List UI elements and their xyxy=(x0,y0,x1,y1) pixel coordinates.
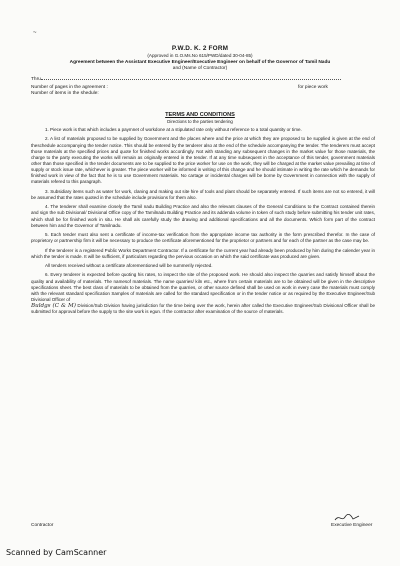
approval-line: (Approved in G.O.Ms.No 615/PWD/dated 30-04-85) xyxy=(147,53,253,58)
corner-mark: ~ xyxy=(33,30,37,36)
terms-subtitle: Directions to the parties tendering xyxy=(167,119,233,124)
pages-label: Number of pages in the agreement : xyxy=(31,85,108,90)
handwritten-division: Buldgs (C & M) xyxy=(31,303,76,310)
contractor-name-line: and (Name of Contractor) xyxy=(172,66,228,71)
piece-work-field xyxy=(298,85,328,90)
items-label: Number of items in the shedule: xyxy=(31,91,99,96)
executive-engineer-signature-label: Executive Engineer xyxy=(331,523,373,528)
items-field xyxy=(31,91,99,96)
terms-clauses xyxy=(31,127,375,319)
clause-6: 6. Every tenderer is expected before quoting his rates, to inspect the site of the proposed work. He should also inspect the quarries and satisfy himself about the quality and availability of materials. The namesof materials. The name quarries/ kiln etc., where from certain materials are to be obtained will be given in the descriptive specifications sheet. The best class of materials to be obtained from the quarries, or other source defined shall be used on work in every case the materials must comply with the relevant standard specification Samples of materials are called for the standard specification or in the tender notice or as required by the Executive Engineer/Sub Divisional Officer of xyxy=(31,272,375,303)
signature-scrawl xyxy=(333,513,361,523)
contractor-signature-label: Contractor xyxy=(31,523,54,528)
thru-field xyxy=(31,77,341,82)
clause-5-note: If the tenderer is a registered Public Works Department Contractor. If a certificate for the current year had already been produced by him during the calender year in which the tender is made. It will be sufficient, if particulars regarding the pervious occasion on which the said certificate was produced are given. xyxy=(31,247,375,259)
pages-field xyxy=(31,85,108,90)
clause-4: 4. The tenderer shall examine closely the Tamil nadu Building Practice and also the relevant clauses of the General Conditions to the Contract contained therein and sign the sub Divisional/ Divisional Office copy of the Tamilnadu Building Practice and its addenda volume in token of such study before submitting his tender unit rates, which shall be for finished work in situ. He shall als carefully study the drawing and additional specifications and all the documents. Which form part of the contract between him and the Governor of Tamilnadu. xyxy=(31,204,375,228)
form-title: P.W.D. K. 2 FORM xyxy=(171,45,229,52)
clause-1: 1. Piece work is that which includes a paymnet of workdone at a stipulated rate only without reference to a total quantity or time. xyxy=(45,127,302,132)
clause-2: 2. A list of materials proposed to be supplied by Government and the places where and the price at which they are proposed to be supplied is given at the end of theschedule accompanying the tender notice. This should be entered by the tenderer also at the end of the schedule accompanying the tender. The tenderers must accept those materials at the specified prices and quote for finished works accordingly. Not with standing any subsequent changes in the market value for those materials, the charge to the party executing the works will remain as originally entered in the tender. If at any time subsequent in the acceptance of this tender, government materials other than those specified in the tender documents are to be supplied to the price worker for use on the work, they will be charged at the market value prevailing at time of supply or stock issue rate, whichever is greater. The piece worker will be informed in writing of this change and he should intimate in writing the rate which he demands for finished work in view of the fact that he is to use Government materials. No cartage or incidental charges will be borne by Government in connection with the supply of materials refered to this paragraph. xyxy=(31,136,375,185)
clause-5: 5. Each tender must also sent a certificate of income-tax verification from the appropriate income tax authority in the form prescribed therefor. In the case of proprietory or partnership firm it will be necessary to produce the certificate aforementioned for the proprietor or partners and for each of the partner as the case may be. xyxy=(31,232,375,244)
piece-work-label: for piece work xyxy=(298,85,328,90)
thru-dotted-line xyxy=(41,79,341,80)
clause-6-tail: Division/Sub Division having jurisdiction for the time being over the work, herein after called the Executive Engineer/Sub Divisional Officer shall be submitted for approval before the supply to the site work is egun. If the contractor after examination of the source of materials. xyxy=(31,303,375,315)
clause-3: 3. Subsidiary items such as water for work, claning and making out site hire of tools and plant should be separately entered. If such items are not so entered, it will be assumed that the rates quoted in the schedule include provisions for them also. xyxy=(31,188,375,200)
scanner-watermark: Scanned by CamScanner xyxy=(6,548,107,557)
clause-5-rejection: All tenders received without a certificate aforementioned will be summerily rejected. xyxy=(45,263,213,269)
clause-6-continued xyxy=(31,303,375,315)
thru-label: Thru xyxy=(31,77,41,82)
agreement-line: Agreement between the Assistant Executive Engineer/Executive Engineer on behalf of the Governor of Tamil Nadu xyxy=(69,60,331,65)
terms-title: TERMS AND CONDITIONS xyxy=(165,112,235,118)
